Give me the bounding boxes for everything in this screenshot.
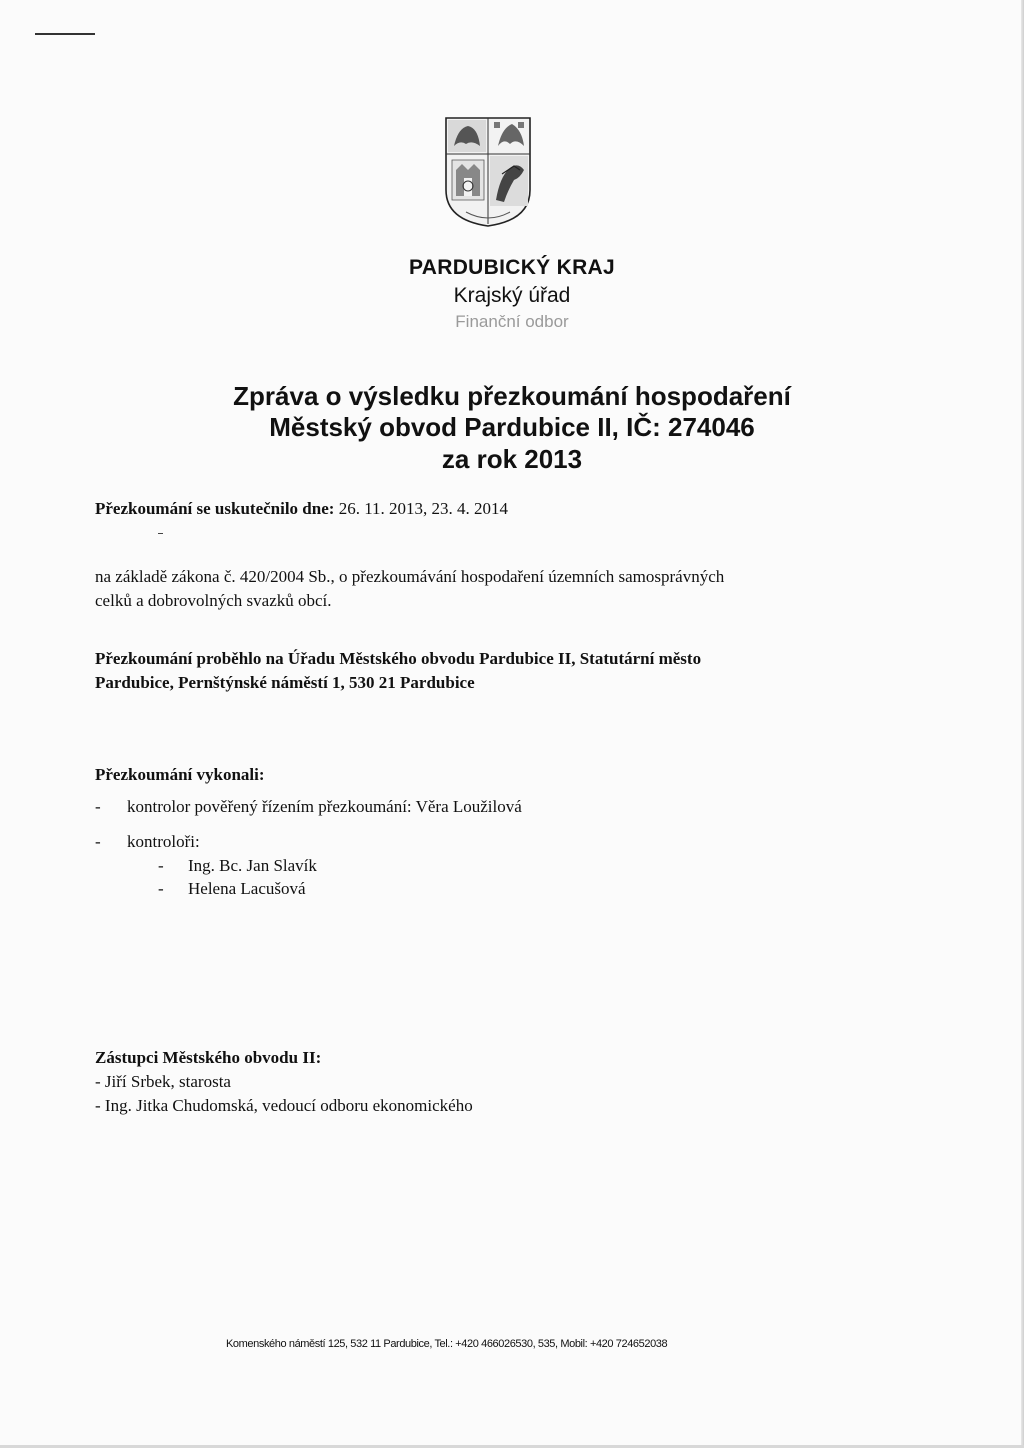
controller-item: - Ing. Bc. Jan Slavík [158, 856, 317, 875]
representative-item: - Ing. Jitka Chudomská, vedoucí odboru ekonomického [95, 1096, 473, 1115]
review-dates-value: 26. 11. 2013, 23. 4. 2014 [334, 499, 509, 518]
scan-mark [35, 33, 95, 35]
review-location-line1: Přezkoumání proběhlo na Úřadu Městského obvodu Pardubice II, Statutární město [95, 649, 702, 668]
review-dates-label: Přezkoumání se uskutečnilo dne: [95, 499, 335, 518]
legal-basis-line2: celků a dobrovolných svazků obcí. [95, 591, 332, 610]
controller-name: Ing. Bc. Jan Slavík [188, 856, 317, 875]
region-name: PARDUBICKÝ KRAJ [409, 256, 615, 279]
reviewers-heading: Přezkoumání vykonali: [95, 765, 265, 784]
coat-of-arms-icon [444, 116, 532, 228]
report-period: za rok 2013 [441, 444, 583, 474]
controller-name: Helena Lacušová [188, 879, 306, 898]
report-subject: Městský obvod Pardubice II, IČ: 274046 [269, 412, 755, 442]
lead-reviewer-text: kontrolor pověřený řízením přezkoumání: Věra Loužilová [127, 797, 522, 816]
department-name: Finanční odbor [455, 312, 569, 331]
legal-basis-line1: na základě zákona č. 420/2004 Sb., o přezkoumávání hospodaření územních samosprávných [95, 567, 725, 586]
controller-item: - Helena Lacušová [158, 879, 306, 898]
controllers-label-row: - kontroloři: [95, 832, 200, 851]
office-name: Krajský úřad [453, 284, 571, 307]
stray-mark [158, 533, 163, 534]
representative-item: - Jiří Srbek, starosta [95, 1072, 231, 1091]
review-dates [95, 499, 508, 519]
controllers-label: kontroloři: [127, 832, 200, 851]
report-title: Zpráva o výsledku přezkoumání hospodaření [233, 381, 791, 411]
review-location-line2: Pardubice, Pernštýnské náměstí 1, 530 21 Pardubice [95, 673, 475, 692]
lead-reviewer: - kontrolor pověřený řízením přezkoumání: Věra Loužilová [95, 797, 522, 816]
representatives-heading: Zástupci Městského obvodu II: [95, 1048, 322, 1067]
footer-contact: Komenského náměstí 125, 532 11 Pardubice, Tel.: +420 466026530, 535, Mobil: +420 724652038 [226, 1338, 668, 1350]
